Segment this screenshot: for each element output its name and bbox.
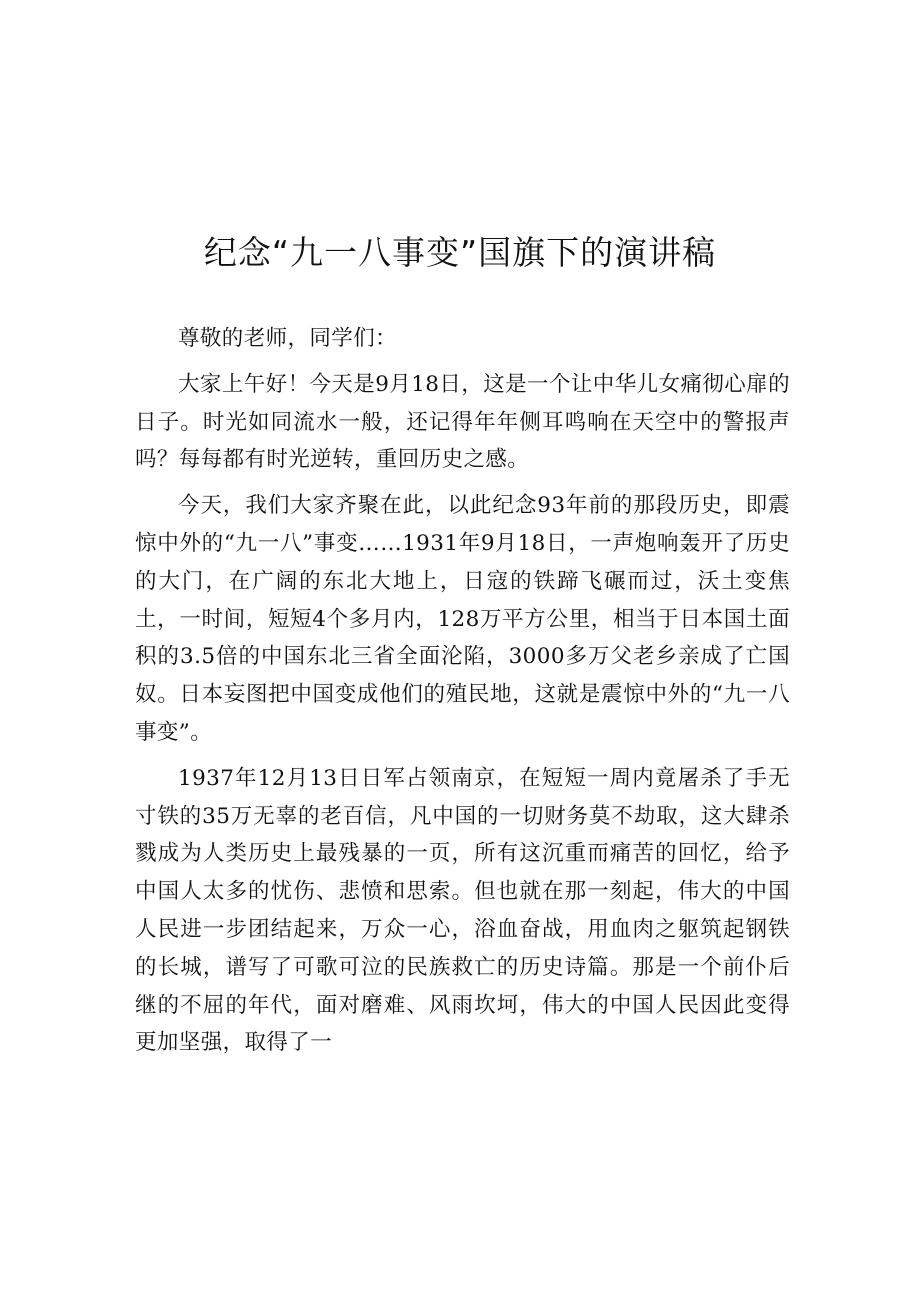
body-paragraph: 1937年12月13日日军占领南京，在短短一周内竟屠杀了手无寸铁的35万无辜的老百信，凡中国的一切财务莫不劫取，这大肆杀戮成为人类历史上最残暴的一页，所有这沉重而痛苦的回忆，给予中国人太多的忧伤、悲愤和思索。但也就在那一刻起，伟大的中国人民进一步团结起来，万众一心，浴血奋战，用血肉之躯筑起钢铁的长城，谱写了可歌可泣的民族救亡的历史诗篇。那是一个前仆后继的不屈的年代，面对磨难、风雨坎坷，伟大的中国人民因此变得更加坚强，取得了一 — [135, 765, 790, 1056]
document-body — [135, 320, 790, 1070]
body-paragraph: 大家上午好！今天是9月18日，这是一个让中华儿女痛彻心扉的日子。时光如同流水一般，还记得年年侧耳鸣响在天空中的警报声吗？每每都有时光逆转，重回历史之感。 — [135, 371, 790, 473]
body-paragraph: 今天，我们大家齐聚在此，以此纪念93年前的那段历史，即震惊中外的“九一八”事变……1931年9月18日，一声炮响轰开了历史的大门，在广阔的东北大地上，日寇的铁蹄飞碾而过，沃土变焦土，一时间，短短4个多月内，128万平方公里，相当于日本国土面积的3.5倍的中国东北三省全面沦陷，3000多万父老乡亲成了亡国奴。日本妄图把中国变成他们的殖民地，这就是震惊中外的“九一八事变”。 — [135, 493, 790, 745]
page-title: 纪念“九一八事变”国旗下的演讲稿 — [203, 233, 717, 272]
salutation-paragraph: 尊敬的老师，同学们： — [178, 326, 398, 351]
